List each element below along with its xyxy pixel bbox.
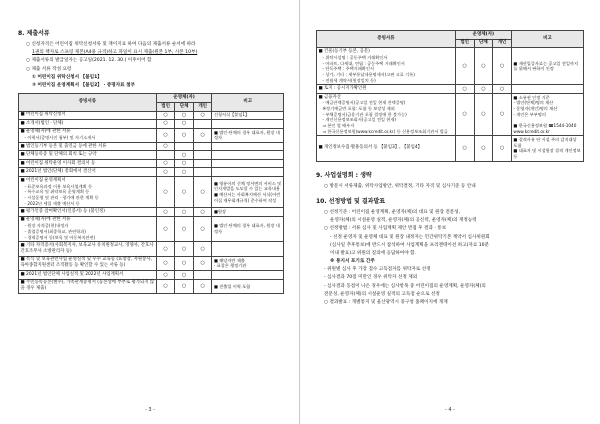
paragraph: - 위원별 심사 후 가장 점수 고득점자를 위탁자로 선정: [324, 267, 431, 273]
table-row: [19, 208, 284, 217]
page-4: [300, 0, 600, 424]
table-row: [19, 151, 284, 160]
check-cell: [193, 151, 212, 160]
document-cell: ■ 기타 자격증서(사회복지사, 보육교사 유치원정교사, 영양사, 간호사 간호조무사 소방관리자 등): [19, 242, 157, 256]
document-cell: ■ 어린이집 운영계획서 - 표준보육과정 이용 보육사업계획 등 - 특수교육 및 취약보육 운영계획 등 - 시설운영 및 관리 · 평가에 관한 계획 등 - 2022년 세입 세출 예산서 등: [19, 176, 157, 207]
section-title-submission: 8. 제출서류: [18, 30, 50, 37]
paragraph: ※ 통지서 포기로 간주: [330, 259, 375, 265]
paragraph: - 심사결과 동점이 나온 경우에는 심사항목 중 어린이집의 운영계획, 운영자(체)의: [324, 283, 486, 289]
table-row: [317, 48, 584, 85]
selection-paragraphs: [316, 210, 584, 306]
check-cell: [175, 142, 194, 151]
check-cell: ○: [175, 216, 194, 242]
check-cell: [156, 151, 175, 160]
paragraph: - 심사결과 70점 미만인 경우 위탁자 선정 제외: [324, 275, 418, 281]
document-cell: ■ 특식 및 보육관련사업 운영실적 및 우수 교육등 (표창장, 자원봉사, 육아종합지원센터 조직활동 등 확인할 수 있는 서류 등): [19, 256, 157, 270]
header-group: 단체: [175, 102, 194, 111]
document-cell: ■ 개인정보수집·활용동의서 등 【붙임3】, 【붙임4】: [317, 136, 456, 161]
header-note: 비고: [212, 94, 284, 111]
paragraph: 운영자(체)의 시설운영 실적, 운영자(체)의 공신력, 운영자(체)의 재정능력: [330, 218, 477, 224]
document-cell: ■ 법인등기부 등본 및 출연금 등에 관한 서류: [19, 142, 157, 151]
check-cell: ○: [175, 279, 194, 293]
check-cell: ○: [156, 216, 175, 242]
note-cell: ■ 해당자만 제출 · 표창은 행정기관: [212, 256, 284, 270]
note-cell: 신청서식【붙임1】: [212, 111, 284, 120]
section-title-selection: 10. 선정방법 및 결과발표: [316, 197, 386, 205]
note-cell: ■원장: [212, 208, 284, 217]
check-cell: ○: [474, 136, 493, 161]
note-cell: [212, 151, 284, 160]
note-cell: ■ 영유아의 신체 정서면의 서비스 및 인지개발을 도모할 수 있는 교육내용 ■ 예산서는 사회복지예산 서식(어린이집 재무회계규칙) 준수하여 작성: [212, 176, 284, 207]
check-cell: ○: [493, 85, 512, 94]
paragraph: ○ 제출 서류 작성 요령: [26, 66, 72, 72]
page-3-content: [18, 30, 284, 294]
header-documents: 증빙서류: [317, 31, 456, 48]
check-cell: ○: [175, 128, 194, 142]
header-individual: 개인: [493, 39, 512, 48]
check-cell: ○: [156, 168, 175, 177]
note-cell: [212, 120, 284, 129]
check-cell: ○: [156, 128, 175, 142]
section-title-briefing: 9. 사업설명회 : 생략: [316, 171, 372, 179]
document-cell: ■ 2021년 법인단체 사업실적 및 2022년 사업계획서: [19, 271, 157, 280]
check-cell: ○: [455, 136, 474, 161]
header-corporation: 법인: [156, 102, 175, 111]
paragraph: ○ 제출서류의 발급일자는 공고일(2021. 12. 30.) 이후이어 함: [26, 58, 152, 64]
header-corporation: 법인: [455, 39, 474, 48]
check-cell: ○: [175, 120, 194, 129]
sub-item: ① 어린이집 위탁신청서 【붙임1】: [32, 74, 102, 80]
document-cell: ■ 토지 : 공시지가확인원: [317, 85, 456, 94]
document-cell: ■ 2021년 법인(단체) 총회에서 결산서: [19, 168, 157, 177]
check-cell: ○: [156, 208, 175, 217]
paragraph: 1권의 책자로 스프링 제본(A4용 규격)하고 파일이 표시 제출(원본 1부, 사본 10부): [32, 50, 198, 56]
check-cell: ○: [156, 256, 175, 270]
table-row: [19, 242, 284, 256]
check-cell: ○: [193, 216, 212, 242]
table-row: [317, 136, 584, 161]
note-cell: ■ 소유권 인정 기준 - 법인(단체)명의 재산 - 운영자(개인)명의 재산 - 개인은 부부명의 ■ 한국신용정보원 ☎1544-1040 www.kcredit.or.kr: [511, 93, 583, 136]
check-cell: ○: [193, 256, 212, 270]
table-row: [19, 120, 284, 129]
check-cell: ○: [156, 271, 175, 280]
table-row: [19, 256, 284, 270]
check-cell: [193, 142, 212, 151]
check-cell: ○: [156, 242, 175, 256]
check-cell: ○: [474, 48, 493, 85]
check-cell: ○: [156, 159, 175, 168]
paragraph: 이내 발표)고 위원의 질의에 응답하여야 함.: [330, 250, 416, 256]
header-operator: 운영체(자): [455, 31, 511, 40]
paragraph: (심사일 추후통보)에 반드시 참석하여 사업계획을 프리젠테이션 하고(자료 10분: [330, 242, 490, 248]
check-cell: ○: [175, 208, 194, 217]
check-cell: ○: [175, 168, 194, 177]
document-cell: ■ 금융자산 - 예금잔액증명서(공고일 전일 현재 잔액증명) ※정기예금만 포함: 포함 등 보장성 제외 - 부채증명서(금융기관 포함 결정에 한 불가능) - 개인신용정보조회서(공고일 전일 현재) ⇒ 본인 열 배우자 ⇒ 한국신용정보원(www.kcredit.or.kr) 등 신용정보조회기관서 발급: [317, 93, 456, 136]
check-cell: ○: [156, 120, 175, 129]
page-4-content: [316, 30, 584, 308]
document-cell: ■ 어린이집 위탁운영 이사회 결의서 등: [19, 159, 157, 168]
note-cell: ■ 법인·단체의 경우 대표자, 원장 내정자: [212, 128, 284, 142]
check-cell: ○: [493, 48, 512, 85]
check-cell: ○: [175, 151, 194, 160]
note-cell: [212, 271, 284, 280]
document-cell: ■ 평가인증 참여확인서(인증서) 등 (불인정): [19, 208, 157, 217]
paragraph: 전문성, 운영자(체)의 시설운영 실적의 고득점 순으로 선정: [324, 291, 440, 297]
check-cell: ○: [156, 142, 175, 151]
note-cell: [212, 159, 284, 168]
note-cell: ■ 결격사유 단 시설 주의 감지대상 포함 ■ 대표자 및 시설원장 결격 개인정보 등: [511, 136, 583, 161]
check-cell: ○: [193, 128, 212, 142]
note-cell: [212, 242, 284, 256]
table-row: [19, 216, 284, 242]
sub-item: ② 어린이집 운영계획서 【붙임2】 · 증명자료 첨부: [32, 83, 136, 89]
header-operator: 운영체(자): [156, 94, 212, 103]
document-cell: ■ 건물(등기부 등본, 공문) - 위탁시설명 : 공동주택 거래확인서 - 아파트, 다세대, 연립 : 공동주택 거래확인서 - 단독주택 : 주택거래확인서 - 상가, 기타 : 세부통납내용명세서(고판 고료 기록) - 전월세 계약서(원장일치 등): [317, 48, 456, 85]
note-cell: [212, 168, 284, 177]
page-number: - 4 -: [445, 407, 455, 414]
check-cell: ○: [175, 271, 194, 280]
document-cell: ■ 운영체(자)에 관한 서류 - 이력서(증명사진 첨부) 및 자기소개서: [19, 128, 157, 142]
table-row: [19, 142, 284, 151]
check-cell: ○: [455, 48, 474, 85]
paragraph: ○ 결과발표 : 개별통지 및 울산광역시 중구청 홈페이지에 게재: [324, 300, 448, 306]
check-cell: ○: [455, 85, 474, 94]
check-cell: [193, 271, 212, 280]
document-cell: ■ 운영체(자)에 관한 서류 - 원장 자격증(현)내정자 - 졸업증명서(최종학교, 관련학과) - 경력증명서 등(보육 및 아동복지관련): [19, 216, 157, 242]
note-cell: [511, 85, 583, 94]
check-cell: ○: [156, 111, 175, 120]
table-row: [19, 176, 284, 207]
note-cell: ■ 법인·단체의 경우 대표자, 원장 내정자: [212, 216, 284, 242]
document-cell: ■ 어린이집 위탁신청서: [19, 111, 157, 120]
check-cell: [193, 120, 212, 129]
check-cell: ○: [193, 242, 212, 256]
check-cell: ○: [493, 93, 512, 136]
check-cell: ○: [175, 242, 194, 256]
paragraph: ○ 방문시 서류제출, 위탁사업방안, 위탁결정, 기타 자격 및 심사기준 등 안내: [324, 183, 476, 189]
documents-table-left: [18, 93, 284, 294]
check-cell: ○: [455, 93, 474, 136]
check-cell: ○: [493, 136, 512, 161]
check-cell: ○: [175, 176, 194, 207]
document-cell: ■ 소개서(법인 · 단체): [19, 120, 157, 129]
table-row: [19, 159, 284, 168]
documents-table-right: [316, 30, 584, 162]
check-cell: ○: [175, 256, 194, 270]
paragraph: ○ 선정기준 : 어린이집 운영계획, 운영자(체)의 대표 및 원장 전문성,: [324, 209, 461, 215]
check-cell: ○: [193, 279, 212, 293]
note-cell: ■ 재산입증자료는 공고일 전일까지를 위해서 판하이 인정: [511, 48, 583, 85]
check-cell: ○: [156, 176, 175, 207]
header-documents: 증빙서류: [19, 94, 157, 111]
check-cell: ○: [193, 111, 212, 120]
paragraph: ○ 신청자격은 어린이집 위탁신청서류 및 재이지표 하여 다음의 제출서류 순서에 따라: [26, 42, 196, 48]
table-row: [19, 271, 284, 280]
check-cell: ○: [156, 279, 175, 293]
document-cell: ■ 단체등록증 및 단체의 회칙 또는 규약: [19, 151, 157, 160]
header-group: 단체: [474, 39, 493, 48]
header-individual: 개인: [193, 102, 212, 111]
table-row: [19, 279, 284, 293]
check-cell: ○: [193, 176, 212, 207]
note-cell: ■ 전출입 이력 포함: [212, 279, 284, 293]
check-cell: ○: [175, 111, 194, 120]
check-cell: ○: [175, 159, 194, 168]
check-cell: ○: [474, 93, 493, 136]
table-row: [19, 128, 284, 142]
check-cell: ○: [193, 208, 212, 217]
table-row: [317, 93, 584, 136]
paragraph: ○ 선정방법 : 서류 심사 및 사업계획 제안 면접 후 결과 · 통보: [324, 226, 447, 232]
table-row: [19, 168, 284, 177]
check-cell: [193, 168, 212, 177]
document-cell: ■ 주민등록등본(별수), 가족관계증명서 (등본상에 부부로 평가되지 않을 경우 제출): [19, 279, 157, 293]
table-row: [317, 85, 584, 94]
paragraph: - 선정 운영자 및 운영체 대표 및 원장 내정자는 민간위탁기본 계약서 심사위원회: [330, 234, 490, 240]
header-note: 비고: [511, 31, 583, 48]
check-cell: [193, 159, 212, 168]
page-number: - 3 -: [145, 407, 155, 414]
check-cell: ○: [474, 85, 493, 94]
note-cell: [212, 142, 284, 151]
table-row: [19, 111, 284, 120]
